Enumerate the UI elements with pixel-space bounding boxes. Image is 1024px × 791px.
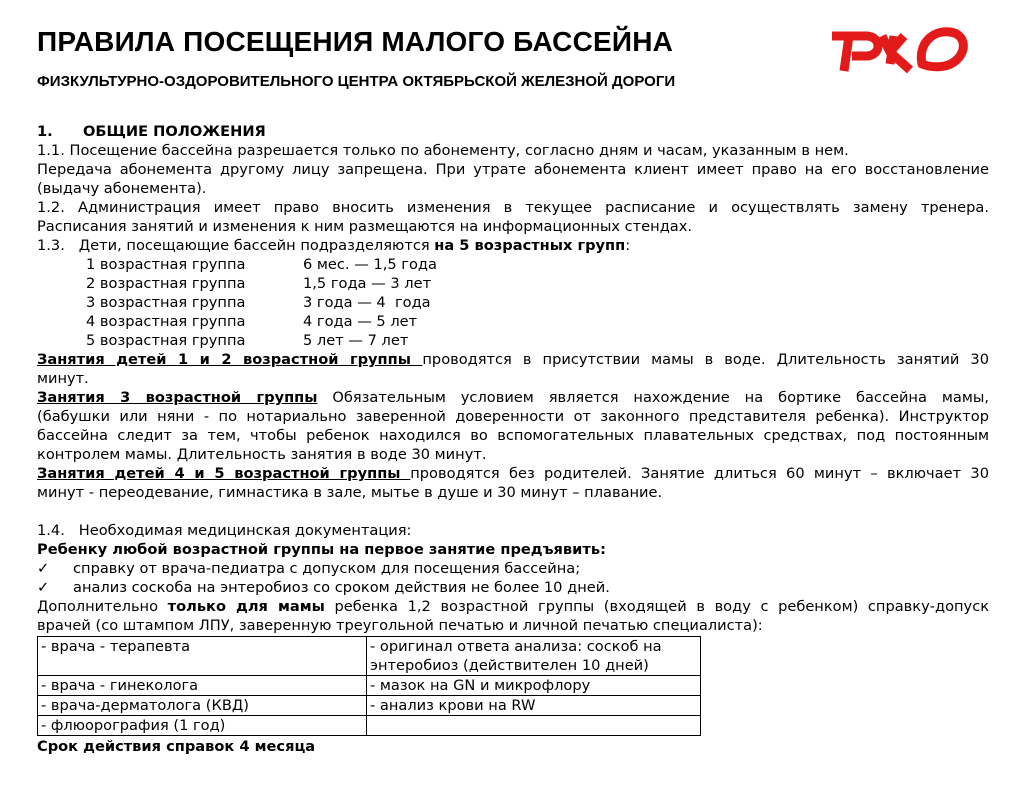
paragraph-1-4-bold: Ребенку любой возрастной группы на первое занятие предъявить: bbox=[37, 541, 606, 558]
age-group-row: 1 возрастная группа 6 мес. — 1,5 года bbox=[86, 256, 437, 273]
table-cell: - мазок на GN и микрофлору bbox=[367, 676, 701, 696]
group-3-line3: бассейна следит за тем, чтобы ребенок находился во вспомогательных плавательных средствах, под постоянным bbox=[37, 427, 989, 444]
medical-documents-table bbox=[37, 636, 701, 736]
table-cell bbox=[367, 716, 701, 736]
table-row bbox=[38, 637, 701, 676]
check-icon: ✓ bbox=[37, 579, 50, 596]
group-3-line4: контролем мамы. Длительность занятия в воде 30 минут. bbox=[37, 446, 487, 463]
table-cell: - врача - терапевта bbox=[38, 637, 367, 676]
table-cell: - флюорография (1 год) bbox=[38, 716, 367, 736]
section-heading: 1. ОБЩИЕ ПОЛОЖЕНИЯ bbox=[37, 123, 266, 140]
paragraph-1-2-line1: 1.2. Администрация имеет право вносить изменения в текущее расписание и осуществлять замену тренера. bbox=[37, 199, 989, 216]
group-1-2-line1: Занятия детей 1 и 2 возрастной группы проводятся в присутствии мамы в воде. Длительность занятий 30 bbox=[37, 351, 989, 368]
age-group-row: 2 возрастная группа 1,5 года — 3 лет bbox=[86, 275, 432, 292]
paragraph-1-1b-line2: (выдачу абонемента). bbox=[37, 180, 207, 197]
check-icon: ✓ bbox=[37, 560, 50, 577]
age-group-row: 4 возрастная группа 4 года — 5 лет bbox=[86, 313, 418, 330]
table-row bbox=[38, 676, 701, 696]
age-group-row: 3 возрастная группа 3 года — 4 года bbox=[86, 294, 431, 311]
paragraph-1-2-line2: Расписания занятий и изменения к ним размещаются на информационных стендах. bbox=[37, 218, 693, 235]
group-4-5-line2: минут - переодевание, гимнастика в зале, мытье в душе и 30 минут – плавание. bbox=[37, 484, 663, 501]
table-cell: - врача-дерматолога (КВД) bbox=[38, 696, 367, 716]
table-row bbox=[38, 696, 701, 716]
age-group-row: 5 возрастная группа 5 лет — 7 лет bbox=[86, 332, 409, 349]
mom-requirement-line2: врачей (со штампом ЛПУ, заверенную треугольной печатью и личной печатью специалиста): bbox=[37, 617, 763, 634]
table-cell: - оригинал ответа анализа: соскоб на энтеробиоз (действителен 10 дней) bbox=[367, 637, 701, 676]
page-subtitle: ФИЗКУЛЬТУРНО-ОЗДОРОВИТЕЛЬНОГО ЦЕНТРА ОКТЯБРЬСКОЙ ЖЕЛЕЗНОЙ ДОРОГИ bbox=[37, 73, 676, 90]
rzd-logo bbox=[822, 18, 970, 76]
paragraph-1-3: 1.3. Дети, посещающие бассейн подразделяются на 5 возрастных групп: bbox=[37, 237, 631, 254]
group-4-5-line1: Занятия детей 4 и 5 возрастной группы проводятся без родителей. Занятие длиться 60 минут – включает 30 bbox=[37, 465, 989, 482]
paragraph-1-1b-line1: Передача абонемента другому лицу запрещена. При утрате абонемента клиент имеет право на его восстановление bbox=[37, 161, 989, 178]
group-1-2-line2: минут. bbox=[37, 370, 89, 387]
checklist-item: ✓ справку от врача-педиатра с допуском для посещения бассейна; bbox=[37, 560, 581, 577]
table-cell: - анализ крови на RW bbox=[367, 696, 701, 716]
document-body bbox=[37, 122, 989, 756]
group-3-line2: (бабушки или няни - по нотариально заверенной доверенности от законного представителя ребенка). Инструктор bbox=[37, 408, 989, 425]
table-row bbox=[38, 716, 701, 736]
checklist-item: ✓ анализ соскоба на энтеробиоз со сроком действия не более 10 дней. bbox=[37, 579, 610, 596]
table-cell: - врача - гинеколога bbox=[38, 676, 367, 696]
spacer bbox=[37, 502, 989, 521]
paragraph-1-1: 1.1. Посещение бассейна разрешается только по абонементу, согласно дням и часам, указанным в нем. bbox=[37, 142, 849, 159]
mom-requirement-line1: Дополнительно только для мамы ребенка 1,2 возрастной группы (входящей в воду с ребенком) справку-допуск bbox=[37, 598, 990, 615]
group-3-line1: Занятия 3 возрастной группы Обязательным условием является нахождение на бортике бассейна мамы, bbox=[37, 389, 989, 406]
certificate-validity: Срок действия справок 4 месяца bbox=[37, 738, 316, 755]
page-title: ПРАВИЛА ПОСЕЩЕНИЯ МАЛОГО БАССЕЙНА bbox=[37, 26, 674, 57]
paragraph-1-4: 1.4. Необходимая медицинская документация: bbox=[37, 522, 412, 539]
